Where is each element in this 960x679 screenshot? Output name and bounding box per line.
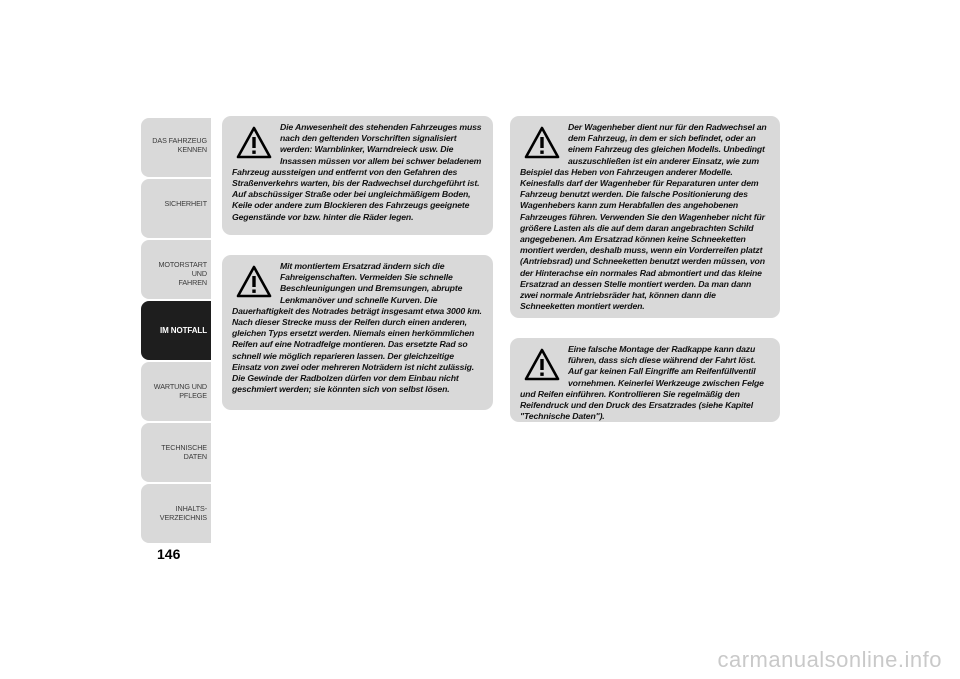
tab-motorstart-und-fahren[interactable]: MOTORSTART UND FAHREN [141,240,211,299]
warning-triangle-icon [524,348,560,381]
warning-triangle-icon [236,126,272,159]
tab-technische-daten[interactable]: TECHNISCHE DATEN [141,423,211,482]
tab-inhaltsverzeichnis[interactable]: INHALTS- VERZEICHNIS [141,484,211,543]
warning-text: Die Anwesenheit des stehenden Fahrzeuges muss nach den geltenden Vorschriften signalisiert werden: Warnblinker, Warndreieck usw. Die Insassen müssen vor allem bei schwer beladenem Fahrzeug aussteigen und entfernt von den Gefahren des Straßenverkehrs warten, bis der Radwechsel durchgeführt ist. Auf abschüssiger Straße oder bei ungleichmäßigem Boden, Keile oder andere zum Blockieren des Fahrzeugs geeignete Gegenstände vor bzw. hinter die Räder legen. [232,122,482,222]
warning-text: Der Wagenheber dient nur für den Radwechsel an dem Fahrzeug, in dem er sich befindet, oder an einem Fahrzeug des gleichen Modells. Unbedingt auszuschließen ist ein anderer Einsatz, wie zum Beispiel das Heben von Fahrzeugen anderer Modelle. Keinesfalls darf der Wagenheber für Reparaturen unter dem Fahrzeug benutzt werden. Die falsche Positionierung des Wagenhebers kann zum Herabfallen des angehobenen Fahrzeuges führen. Verwenden Sie den Wagenheber nicht für größere Lasten als die auf dem daran angebrachten Schild angegebenen. Am Ersatzrad können keine Schneeketten montiert werden, deshalb muss, wenn ein Vorderreifen platzt (Antriebsrad) und Schneeketten benutzt werden müssen, von der Hinterachse ein normales Rad abmontiert und das kleine Ersatzrad an dessen Stelle montiert werden. Da man dann zwei normale Antriebsräder hat, können dann die Schneeketten montiert werden. [520,122,767,312]
warning-triangle-icon [236,265,272,298]
watermark: carmanualsonline.info [717,647,942,672]
tab-das-fahrzeug-kennen[interactable]: DAS FAHRZEUG KENNEN [141,118,211,177]
page-number: 146 [157,546,181,562]
warning-box-pannenhilfe [222,116,493,235]
tab-im-notfall[interactable]: IM NOTFALL [141,301,211,360]
tab-wartung-und-pflege[interactable]: WARTUNG UND PFLEGE [141,362,211,421]
warning-box-wagenheber [510,116,780,318]
warning-box-ersatzrad [222,255,493,410]
warning-text: Eine falsche Montage der Radkappe kann dazu führen, dass sich diese während der Fahrt löst. Auf gar keinen Fall Eingriffe am Reifenfüllventil vornehmen. Keinerlei Werkzeuge zwischen Felge und Reifen einführen. Kontrollieren Sie regelmäßig den Reifendruck und den Druck des Ersatzrades (siehe Kapitel "Technische Daten"). [520,344,764,422]
warning-text: Mit montiertem Ersatzrad ändern sich die Fahreigenschaften. Vermeiden Sie schnelle Beschleunigungen und Bremsungen, abrupte Lenkmanöver und schnelle Kurven. Die Dauerhaftigkeit des Notrades beträgt insgesamt etwa 3000 km. Nach dieser Strecke muss der Reifen durch einen anderen, gleichen Typs ersetzt werden. Niemals einen herkömmlichen Reifen auf eine Notradfelge montieren. Das ersetzte Rad so schnell wie möglich reparieren lassen. Der gleichzeitige Einsatz von zwei oder mehreren Noträdern ist nicht zulässig. Die Gewinde der Radbolzen dürfen vor dem Einbau nicht geschmiert werden; sie könnten sich von selbst lösen. [232,261,482,395]
warning-box-radkappe [510,338,780,422]
warning-triangle-icon [524,126,560,159]
tab-sicherheit[interactable]: SICHERHEIT [141,179,211,238]
chapter-tabs [141,118,211,545]
